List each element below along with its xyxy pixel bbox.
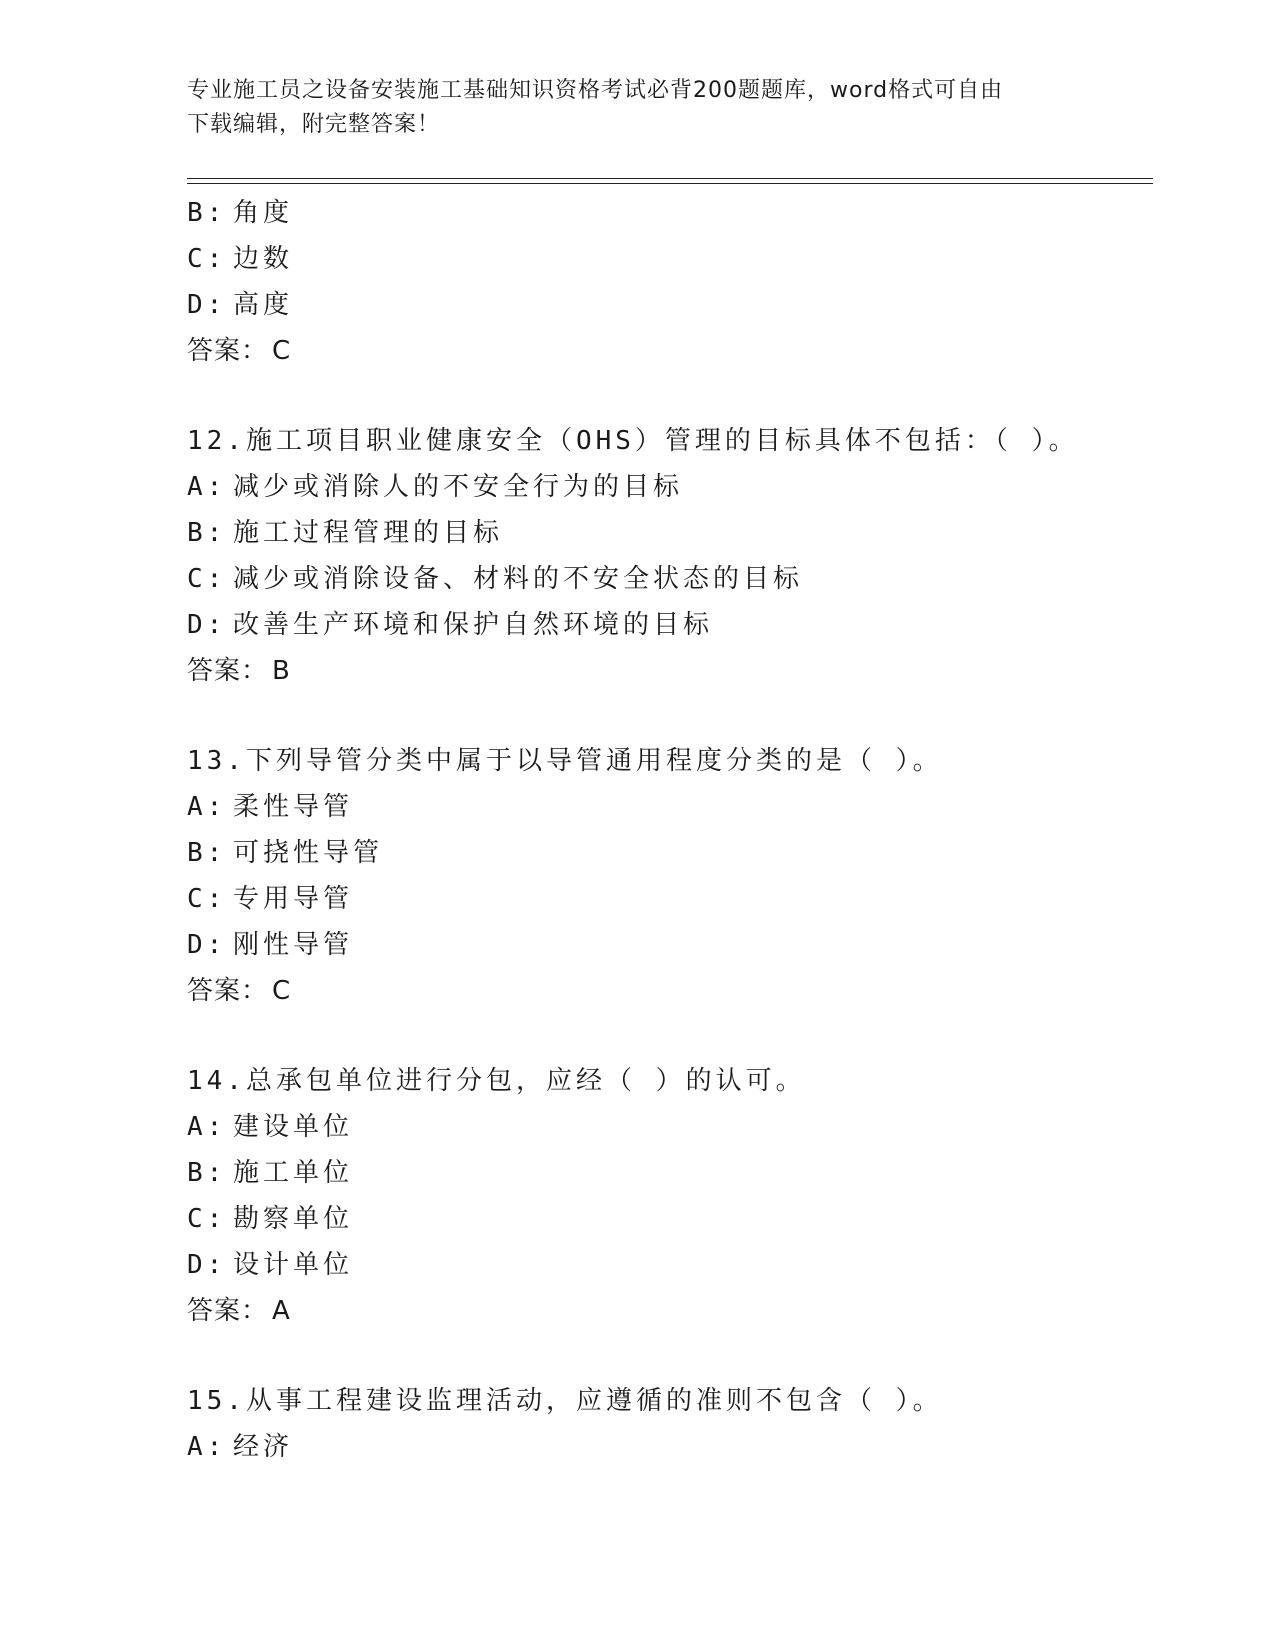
option-d [187, 282, 1153, 328]
answer-label: 答案： [187, 976, 269, 1006]
option-a [187, 1104, 1153, 1150]
option-d [187, 922, 1153, 968]
option-a [187, 1424, 1153, 1470]
question-15 [187, 1378, 1153, 1470]
question-11-continued [187, 190, 1153, 374]
option-key: A: [187, 472, 227, 502]
question-stem: 15.从事工程建设监理活动，应遵循的准则不包含（ ）。 [187, 1386, 943, 1416]
option-key: B: [187, 198, 227, 228]
option-text: 柔性导管 [233, 792, 354, 822]
answer-label: 答案： [187, 1296, 269, 1326]
question-13 [187, 738, 1153, 1014]
option-key: D: [187, 930, 227, 960]
answer-value: C [272, 336, 292, 366]
option-text: 建设单位 [233, 1112, 354, 1142]
option-text: 经济 [233, 1432, 294, 1462]
option-c [187, 236, 1153, 282]
header-divider-top [187, 178, 1153, 179]
question-list [187, 190, 1153, 1470]
option-key: B: [187, 1158, 227, 1188]
option-d [187, 1242, 1153, 1288]
option-text: 角度 [233, 198, 294, 228]
option-key: D: [187, 290, 227, 320]
option-d [187, 602, 1153, 648]
answer-line [187, 968, 1153, 1014]
option-key: A: [187, 792, 227, 822]
header-title-line-2: 下载编辑，附完整答案！ [187, 112, 441, 137]
option-a [187, 784, 1153, 830]
option-text: 改善生产环境和保护自然环境的目标 [233, 610, 714, 640]
option-text: 减少或消除设备、材料的不安全状态的目标 [233, 564, 804, 594]
option-text: 边数 [233, 244, 294, 274]
answer-line [187, 328, 1153, 374]
option-text: 勘察单位 [233, 1204, 354, 1234]
answer-line [187, 648, 1153, 694]
option-text: 施工过程管理的目标 [233, 518, 504, 548]
option-key: C: [187, 564, 227, 594]
option-b [187, 830, 1153, 876]
answer-line [187, 1288, 1153, 1334]
question-stem: 14.总承包单位进行分包，应经（ ）的认可。 [187, 1066, 806, 1096]
option-a [187, 464, 1153, 510]
answer-value: A [272, 1296, 291, 1326]
header-title-line-1: 专业施工员之设备安装施工基础知识资格考试必背200题题库，word格式可自由 [187, 78, 1004, 103]
option-key: A: [187, 1112, 227, 1142]
option-c [187, 1196, 1153, 1242]
option-key: B: [187, 838, 227, 868]
document-header [187, 74, 1067, 142]
answer-label: 答案： [187, 336, 269, 366]
answer-label: 答案： [187, 656, 269, 686]
answer-value: C [272, 976, 292, 1006]
option-key: C: [187, 1204, 227, 1234]
question-stem: 12.施工项目职业健康安全（OHS）管理的目标具体不包括：（ ）。 [187, 426, 1079, 456]
option-c [187, 876, 1153, 922]
option-text: 减少或消除人的不安全行为的目标 [233, 472, 684, 502]
option-b [187, 510, 1153, 556]
option-text: 施工单位 [233, 1158, 354, 1188]
option-b [187, 190, 1153, 236]
option-c [187, 556, 1153, 602]
option-text: 专用导管 [233, 884, 354, 914]
option-b [187, 1150, 1153, 1196]
header-divider-bottom [187, 183, 1153, 184]
option-text: 刚性导管 [233, 930, 354, 960]
question-12 [187, 418, 1153, 694]
option-text: 高度 [233, 290, 294, 320]
question-14 [187, 1058, 1153, 1334]
option-key: B: [187, 518, 227, 548]
option-key: C: [187, 244, 227, 274]
option-key: D: [187, 1250, 227, 1280]
option-key: C: [187, 884, 227, 914]
option-text: 设计单位 [233, 1250, 354, 1280]
option-text: 可挠性导管 [233, 838, 384, 868]
answer-value: B [272, 656, 291, 686]
option-key: D: [187, 610, 227, 640]
option-key: A: [187, 1432, 227, 1462]
question-stem: 13.下列导管分类中属于以导管通用程度分类的是（ ）。 [187, 746, 943, 776]
